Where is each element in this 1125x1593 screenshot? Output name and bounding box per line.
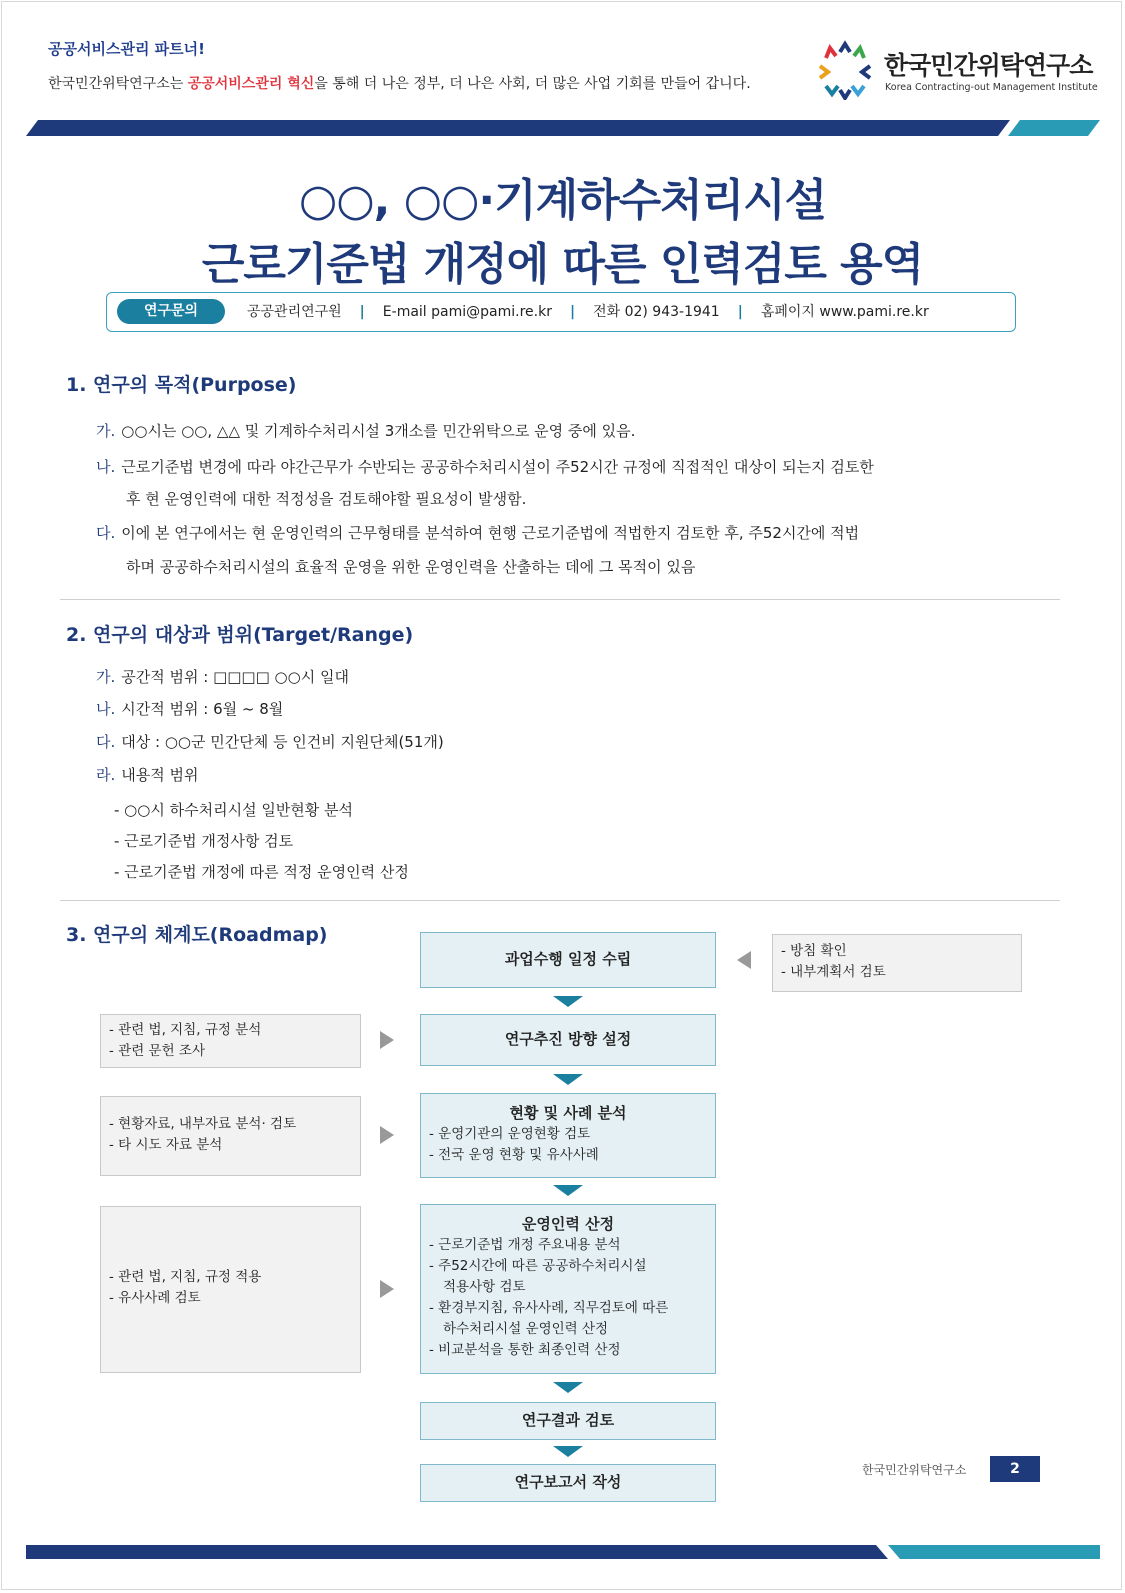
note-line: - 관련 문헌 조사 — [109, 1043, 205, 1059]
arrow-down-icon — [553, 1185, 583, 1196]
item-marker: 나. — [96, 458, 116, 476]
contact-org: 공공관리연구원 — [247, 304, 342, 320]
section1-item-continuation: 후 현 운영인력에 대한 적정성을 검토해야할 필요성이 발생함. — [126, 490, 527, 508]
arrow-right-icon — [380, 1031, 394, 1049]
roadmap-box-line: - 운영기관의 운영현황 검토 — [429, 1126, 591, 1142]
note-line: - 유사사례 검토 — [109, 1290, 201, 1306]
roadmap-box-review — [420, 1402, 716, 1440]
section2-item — [96, 764, 198, 785]
section2-subitem: - 근로기준법 개정사항 검토 — [114, 832, 294, 850]
arrow-down-icon — [553, 1074, 583, 1085]
footer-org: 한국민간위탁연구소 — [862, 1463, 967, 1477]
item-text: 내용적 범위 — [121, 766, 199, 784]
roadmap-note-left — [100, 1014, 361, 1068]
note-line: - 현황자료, 내부자료 분석· 검토 — [109, 1116, 297, 1132]
roadmap-box-report — [420, 1464, 716, 1502]
section2-subitem: - 근로기준법 개정에 따른 적정 운영인력 산정 — [114, 863, 409, 881]
roadmap-box-title: 운영인력 산정 — [521, 1215, 615, 1233]
section3-heading: 3. 연구의 체계도(Roadmap) — [66, 924, 328, 946]
roadmap-note-right — [772, 934, 1022, 992]
item-marker: 가. — [96, 668, 116, 686]
section1-item — [96, 456, 874, 477]
roadmap-box-staffing — [420, 1204, 716, 1374]
note-line: - 방침 확인 — [781, 943, 847, 959]
intro-pre: 한국민간위탁연구소는 — [48, 76, 188, 92]
logo-subtitle: Korea Contracting-out Management Institute — [885, 82, 1098, 93]
contact-phone: 전화 02) 943-1941 — [593, 304, 720, 320]
item-marker: 다. — [96, 524, 116, 542]
item-marker: 가. — [96, 422, 116, 440]
section2-heading: 2. 연구의 대상과 범위(Target/Range) — [66, 624, 414, 646]
roadmap-note-left — [100, 1096, 361, 1176]
section1-item-continuation: 하며 공공하수처리시설의 효율적 운영을 위한 운영인력을 산출하는 데에 그 목적이 있음 — [126, 558, 696, 576]
page-title-line2: 근로기준법 개정에 따른 인력검토 용역 — [201, 239, 924, 290]
contact-bar — [106, 292, 1016, 332]
arrow-right-icon — [380, 1280, 394, 1298]
note-line: - 관련 법, 지침, 규정 분석 — [109, 1022, 262, 1038]
arrow-down-icon — [553, 1446, 583, 1457]
section1-heading: 1. 연구의 목적(Purpose) — [66, 374, 297, 396]
roadmap-box-direction — [420, 1014, 716, 1066]
section-divider — [60, 599, 1060, 600]
roadmap-box-line: 하수처리시설 운영인력 산정 — [443, 1321, 609, 1337]
roadmap-box-line: - 비교분석을 통한 최종인력 산정 — [429, 1342, 621, 1358]
note-line: - 관련 법, 지침, 규정 적용 — [109, 1269, 262, 1285]
footer-band — [26, 1545, 1100, 1559]
separator: | — [737, 304, 743, 320]
section2-subitem: - ○○시 하수처리시설 일반현황 분석 — [114, 801, 354, 819]
roadmap-box-title: 과업수행 일정 수립 — [504, 950, 632, 968]
arrow-left-icon — [737, 951, 751, 969]
section1-item — [96, 420, 635, 441]
item-text: 공간적 범위 : □□□□ ○○시 일대 — [121, 668, 349, 686]
roadmap-box-schedule — [420, 932, 716, 988]
roadmap-box-analysis — [420, 1093, 716, 1178]
roadmap-box-line: - 전국 운영 현황 및 유사사례 — [429, 1147, 599, 1163]
roadmap-box-line: 적용사항 검토 — [443, 1279, 526, 1295]
item-marker: 다. — [96, 733, 116, 751]
contact-items — [247, 293, 929, 331]
tagline: 공공서비스관리 파트너! — [48, 40, 205, 58]
arrow-right-icon — [380, 1126, 394, 1144]
intro-post: 을 통해 더 나은 정부, 더 나은 사회, 더 많은 사업 기회를 만들어 갑니다. — [314, 76, 751, 92]
roadmap-note-left — [100, 1206, 361, 1373]
section2-item — [96, 731, 444, 752]
logo-mark-icon — [816, 40, 874, 100]
item-marker: 나. — [96, 700, 116, 718]
item-text: ○○시는 ○○, △△ 및 기계하수처리시설 3개소를 민간위탁으로 운영 중에 있음. — [121, 422, 636, 440]
item-marker: 라. — [96, 766, 116, 784]
institute-logo — [816, 40, 1098, 102]
section2-item — [96, 666, 349, 687]
page-number: 2 — [990, 1456, 1040, 1482]
intro-highlight: 공공서비스관리 혁신 — [187, 76, 315, 92]
item-text: 대상 : ○○군 민간단체 등 인건비 지원단체(51개) — [121, 733, 444, 751]
roadmap-box-line: - 주52시간에 따른 공공하수처리시설 — [429, 1258, 647, 1274]
section-divider — [60, 900, 1060, 901]
contact-homepage[interactable]: 홈페이지 www.pami.re.kr — [760, 304, 929, 320]
note-line: - 내부계획서 검토 — [781, 964, 886, 980]
separator: | — [359, 304, 365, 320]
section1-item — [96, 522, 859, 543]
roadmap-box-line: - 근로기준법 개정 주요내용 분석 — [429, 1237, 621, 1253]
item-text: 이에 본 연구에서는 현 운영인력의 근무형태를 분석하여 현행 근로기준법에 적법한지 검토한 후, 주52시간에 적법 — [121, 524, 860, 542]
page-title-line1: ○○, ○○·기계하수처리시설 — [298, 175, 827, 226]
item-text: 근로기준법 변경에 따라 야간근무가 수반되는 공공하수처리시설이 주52시간 규정에 직접적인 대상이 되는지 검토한 — [121, 458, 874, 476]
separator: | — [569, 304, 576, 320]
roadmap-box-title: 현황 및 사례 분석 — [509, 1104, 627, 1122]
contact-label: 연구문의 — [117, 299, 225, 324]
arrow-down-icon — [553, 996, 583, 1007]
note-line: - 타 시도 자료 분석 — [109, 1137, 223, 1153]
roadmap-box-title: 연구결과 검토 — [521, 1411, 615, 1429]
header-band — [26, 120, 1100, 136]
arrow-down-icon — [553, 1382, 583, 1393]
roadmap-box-title: 연구추진 방향 설정 — [504, 1030, 632, 1048]
intro-text — [48, 73, 751, 93]
section2-item — [96, 698, 283, 719]
logo-name: 한국민간위탁연구소 — [884, 51, 1093, 80]
roadmap-box-title: 연구보고서 작성 — [514, 1473, 622, 1491]
item-text: 시간적 범위 : 6월 ~ 8월 — [121, 700, 284, 718]
roadmap-box-line: - 환경부지침, 유사사례, 직무검토에 따른 — [429, 1300, 669, 1316]
contact-email[interactable]: E-mail pami@pami.re.kr — [382, 304, 552, 320]
